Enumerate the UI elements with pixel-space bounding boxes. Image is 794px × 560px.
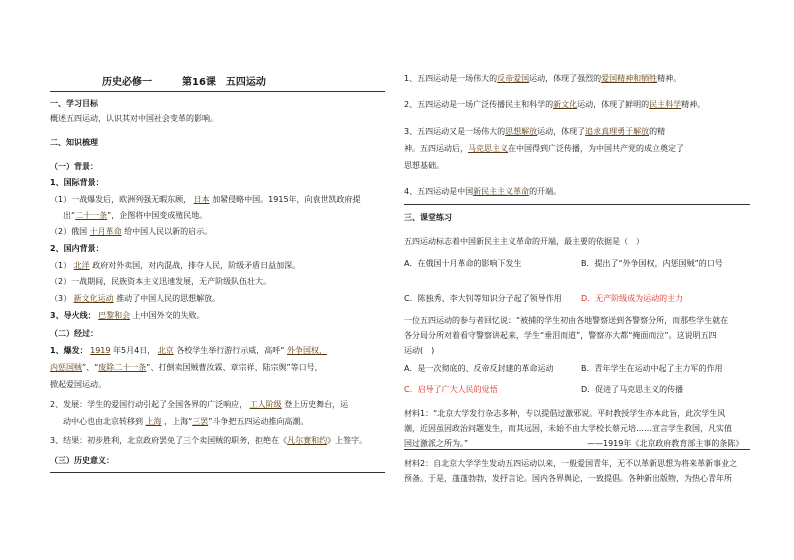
blank-beijing: 北京 — [157, 346, 174, 355]
blank-patriotism: 爱国精神和牺牲 — [601, 74, 658, 83]
blank-japan: 日本 — [193, 195, 210, 204]
blank-versailles: 凡尔赛和约 — [287, 436, 328, 445]
blank-slogan-3: 废除二十一条 — [98, 363, 147, 372]
domestic-point-1: （1） 北洋 政府对外卖国，对内混战，排夺人民，阶级矛盾日益加深。 — [50, 261, 301, 270]
intl-background-heading: 1、国际背景： — [50, 178, 104, 187]
blank-beiyang: 北洋 — [73, 261, 90, 270]
q1-option-a: A．在俄国十月革命的影响下发生 — [404, 259, 522, 268]
material-2-line-1: 材料2：自北京大学学生发动五四运动以来，一般爱国青年，无不以革新思想为将来革新事业之 — [404, 459, 738, 468]
section-knowledge: 二、知识梳理 — [50, 138, 98, 147]
blank-new-culture-2: 新文化 — [553, 100, 578, 109]
section-learning-goals: 一、学习目标 — [50, 99, 98, 108]
section-practice: 三、课堂练习 — [404, 213, 452, 222]
question-2-line-1: 一位五四运动的参与者回忆说：“被捕的学生初由各地警察送到各警察分所，而那些学生就在 — [404, 316, 729, 325]
blank-marxism: 马克思主义 — [468, 144, 508, 153]
significance-2: 2、五四运动是一场广泛传播民主和科学的新文化运动，体现了鲜明的民主科学精神。 — [404, 100, 706, 109]
blank-thought-liberation: 思想解放 — [505, 127, 538, 136]
intl-point-2: （2）俄国 十月革命 给中国人民以新的启示。 — [50, 227, 213, 236]
process-outbreak: 1、爆发： 1919 年5月4日， 北京 各校学生举行游行示威，高呼“ 外争国权， — [50, 346, 328, 355]
q1-option-d: D．无产阶级成为运动的主力 — [581, 294, 684, 303]
significance-3-end: 思想基础。 — [404, 161, 444, 170]
divider-bottom-left — [50, 472, 385, 473]
process-outbreak-cont: 内惩国贼”、“废除二十一条”、打倒卖国贼曹汝霖、章宗祥、陆宗舆”等口号， — [50, 363, 323, 372]
material-1-source: ——1919年《北京政府教育部主事的条陈》 — [587, 439, 744, 448]
blank-pursuit-truth: 追求真理勇于解放 — [585, 127, 650, 136]
q2-option-a: A．是一次彻底的、反帝反封建的革命运动 — [404, 364, 554, 373]
significance-3-cont: 神。五四运动后，马克思主义在中国得到广泛传播，为中国共产党的成立奠定了 — [404, 144, 684, 153]
q2-option-d: D．促进了马克思主义的传播 — [581, 385, 684, 394]
blank-democracy-science: 民主科学 — [649, 100, 682, 109]
question-2-line-3: 运动( ) — [404, 346, 435, 355]
domestic-background-heading: 2、国内背景： — [50, 244, 104, 253]
divider-right-material — [404, 449, 750, 450]
process-result: 3、结果：初步胜利，北京政府罢免了三个卖国贼的职务，拒绝在《凡尔赛和约》上签字。 — [50, 436, 368, 445]
domestic-point-2: （2）一战期间，民族资本主义迅速发展，无产阶级队伍壮大。 — [50, 277, 272, 286]
blank-slogan-1: 外争国权， — [287, 346, 328, 355]
q2-option-b: B．青年学生在运动中起了主力军的作用 — [581, 364, 723, 373]
significance-4: 4、五四运动是中国新民主主义革命的开端。 — [404, 187, 562, 196]
blank-new-culture: 新文化运动 — [73, 294, 114, 303]
process-development: 2、发展：学生的爱国行动引起了全国各界的广泛响应， 工人阶级 登上历史舞台，运 — [50, 400, 349, 409]
divider-right-significance — [404, 204, 750, 205]
intl-point-1: （1）一战爆发后，欧洲列强无暇东顾， 日本 加紧侵略中国。1915年，向袁世凯政府提 — [50, 195, 361, 204]
subsection-significance: （三）历史意义： — [50, 456, 114, 465]
page-title: 历史必修一 第16课 五四运动 — [102, 77, 266, 88]
blank-working-class: 工人阶级 — [249, 400, 282, 409]
blank-shanghai: 上海 — [145, 417, 162, 426]
process-outbreak-end: 掀起爱国运动。 — [50, 380, 106, 389]
blank-slogan-2: 内惩国贼 — [50, 363, 82, 372]
blank-new-democratic: 新民主主义革命 — [473, 187, 530, 196]
subsection-process: （二）经过： — [50, 329, 98, 338]
material-1-line-1: 材料1：“北京大学发行杂志多种，专以提倡过激邪说。平时教授学生亦本此旨，此次学生风 — [404, 409, 726, 418]
learning-goals-text: 概述五四运动，认识其对中国社会变革的影响。 — [50, 114, 218, 123]
significance-1: 1、五四运动是一场伟大的反帝爱国运动，体现了强烈的爱国精神和牺牲精神。 — [404, 74, 682, 83]
material-2-line-2: 预备。于是，蓬蓬勃勃，发抒言论。国内各界舆论，一致提倡。各种新出版物，为热心青年所 — [404, 474, 732, 483]
blank-paris-conference: 巴黎和会 — [98, 311, 131, 320]
trigger-line: 3、导火线： 巴黎和会 上中国外交的失败。 — [50, 311, 205, 320]
blank-three-strikes: 三罢 — [192, 417, 209, 426]
divider-top-left — [50, 91, 385, 92]
blank-anti-imperialist: 反帝爱国 — [497, 74, 530, 83]
domestic-point-3: （3） 新文化运动 推动了中国人民的思想解放。 — [50, 294, 221, 303]
blank-21-demands: 二十一条 — [75, 211, 108, 220]
question-2-line-2: 各分局分所对着看守警察讲起来，学生“垂泪而道”，警察亦大都“掩面而泣”。这说明五四 — [404, 331, 717, 340]
q1-option-b: B．提出了“外争国权，内惩国贼”的口号 — [581, 259, 723, 268]
subsection-background: （一）背景： — [50, 162, 98, 171]
process-development-cont: 动中心也由北京转移到 上海 ，上海“三罢”斗争把五四运动推向高潮。 — [63, 417, 309, 426]
q2-option-c: C．启导了广大人民的觉悟 — [404, 385, 498, 394]
question-1: 五四运动标志着中国新民主主义革命的开端，最主要的依据是（ ） — [404, 237, 644, 246]
q1-option-c: C．陈独秀、李大钊等知识分子起了领导作用 — [404, 294, 562, 303]
material-1-line-3: 国过激派之所为。” — [404, 439, 469, 448]
material-1-line-2: 潮，近因虽因政治问题发生，而其远因，未始不由大学校长蔡元培……宣言学生救国，凡实值 — [404, 424, 732, 433]
blank-1919: 1919 — [90, 346, 111, 355]
intl-point-1-cont: 出“二十一条”，企图将中国变成殖民地。 — [63, 211, 208, 220]
blank-october-revolution: 十月革命 — [89, 227, 122, 236]
significance-3: 3、五四运动又是一场伟大的思想解放运动，体现了追求真理勇于解放的精 — [404, 127, 666, 136]
